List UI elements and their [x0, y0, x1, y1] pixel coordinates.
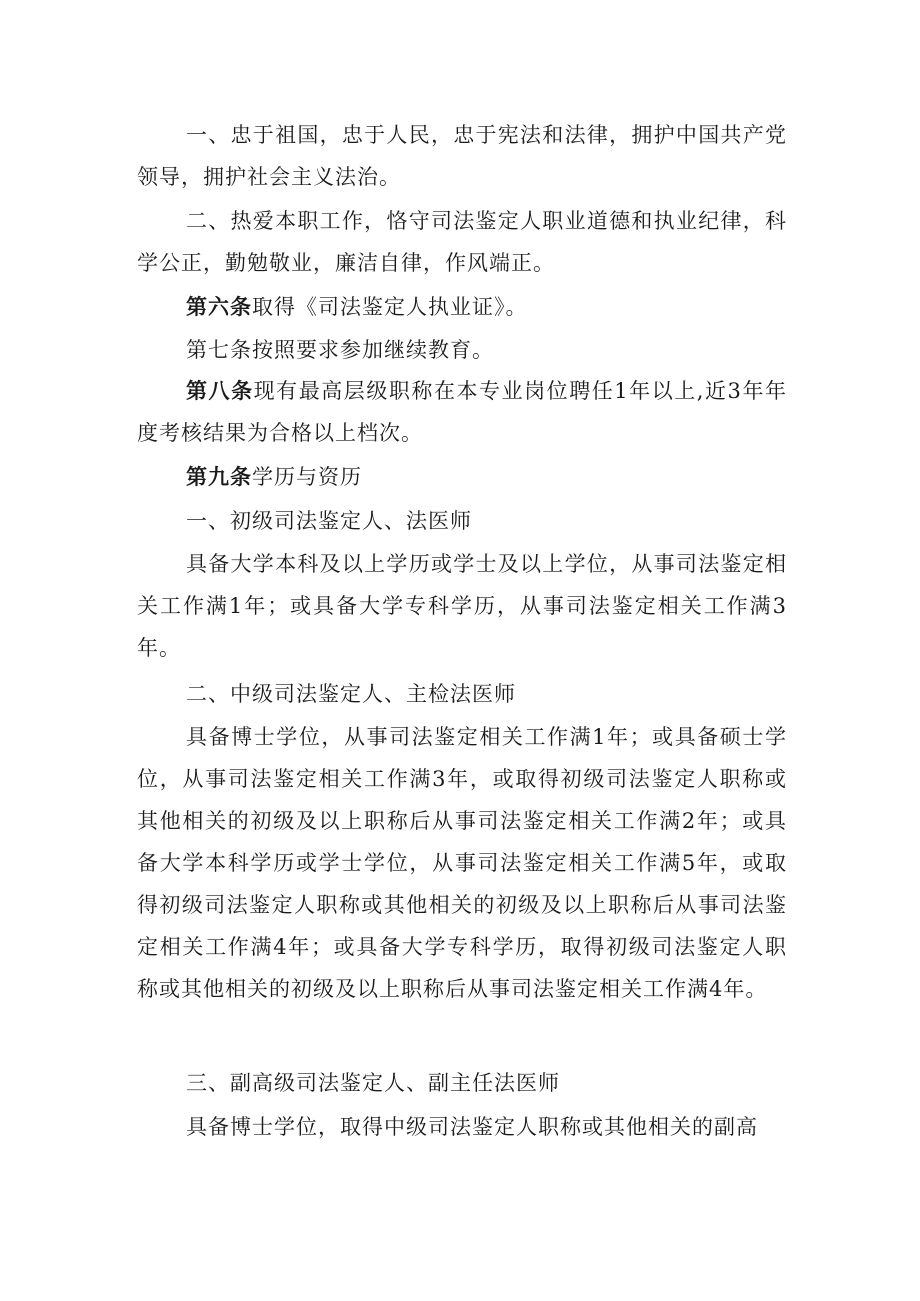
paragraph-text: 具备大学本科及以上学历或学士及以上学位，从事司法鉴定相关工作满1年；或具备大学专科学历，从事司法鉴定相关工作满3年。 — [137, 552, 787, 660]
paragraph-text: 学历与资历 — [252, 465, 362, 489]
paragraph-associate-senior-requirements — [137, 1106, 787, 1148]
section-intermediate — [137, 673, 787, 715]
paragraph-text: 具备博士学位，从事司法鉴定相关工作满1年；或具备硕士学位，从事司法鉴定相关工作满3年，或取得初级司法鉴定人职称或其他相关的初级及以上职称后从事司法鉴定相关工作满2年；或具备大学本科学历或学士学位，从事司法鉴定相关工作满5年，或取得初级司法鉴定人职称或其他相关的初级及以上职称后从事司法鉴定相关工作满4年；或具备大学专科学历，取得初级司法鉴定人职称或其他相关的初级及以上职称后从事司法鉴定相关工作满4年。 — [137, 725, 787, 1001]
section-associate-senior — [137, 1062, 787, 1104]
paragraph-junior-requirements — [137, 543, 787, 669]
paragraph-2 — [137, 200, 787, 284]
paragraph-text: 第七条按照要求参加继续教育。 — [186, 338, 494, 362]
section-junior — [137, 500, 787, 542]
paragraph-text: 现有最高层级职称在本专业岗位聘任1年以上,近3年年度考核结果为合格以上档次。 — [137, 379, 787, 445]
paragraph-text: 一、忠于祖国，忠于人民，忠于宪法和法律，拥护中国共产党领导，拥护社会主义法治。 — [137, 123, 787, 189]
paragraph-1 — [137, 114, 787, 198]
article-8 — [137, 370, 787, 454]
article-6 — [137, 286, 787, 328]
paragraph-text: 取得《司法鉴定人执业证》。 — [252, 295, 528, 319]
article-9 — [137, 456, 787, 498]
paragraph-text: 一、初级司法鉴定人、法医师 — [186, 509, 472, 533]
article-7 — [137, 329, 787, 371]
paragraph-intermediate-requirements — [137, 716, 787, 1010]
paragraph-text: 二、中级司法鉴定人、主检法医师 — [186, 682, 516, 706]
paragraph-text: 具备博士学位，取得中级司法鉴定人职称或其他相关的副高 — [186, 1115, 758, 1139]
article-heading: 第九条 — [186, 465, 252, 489]
paragraph-text: 三、副高级司法鉴定人、副主任法医师 — [186, 1071, 560, 1095]
article-heading: 第八条 — [186, 379, 254, 403]
paragraph-text: 二、热爱本职工作，恪守司法鉴定人职业道德和执业纪律，科学公正，勤勉敬业，廉洁自律，作风端正。 — [137, 209, 787, 275]
article-heading: 第六条 — [186, 295, 252, 319]
